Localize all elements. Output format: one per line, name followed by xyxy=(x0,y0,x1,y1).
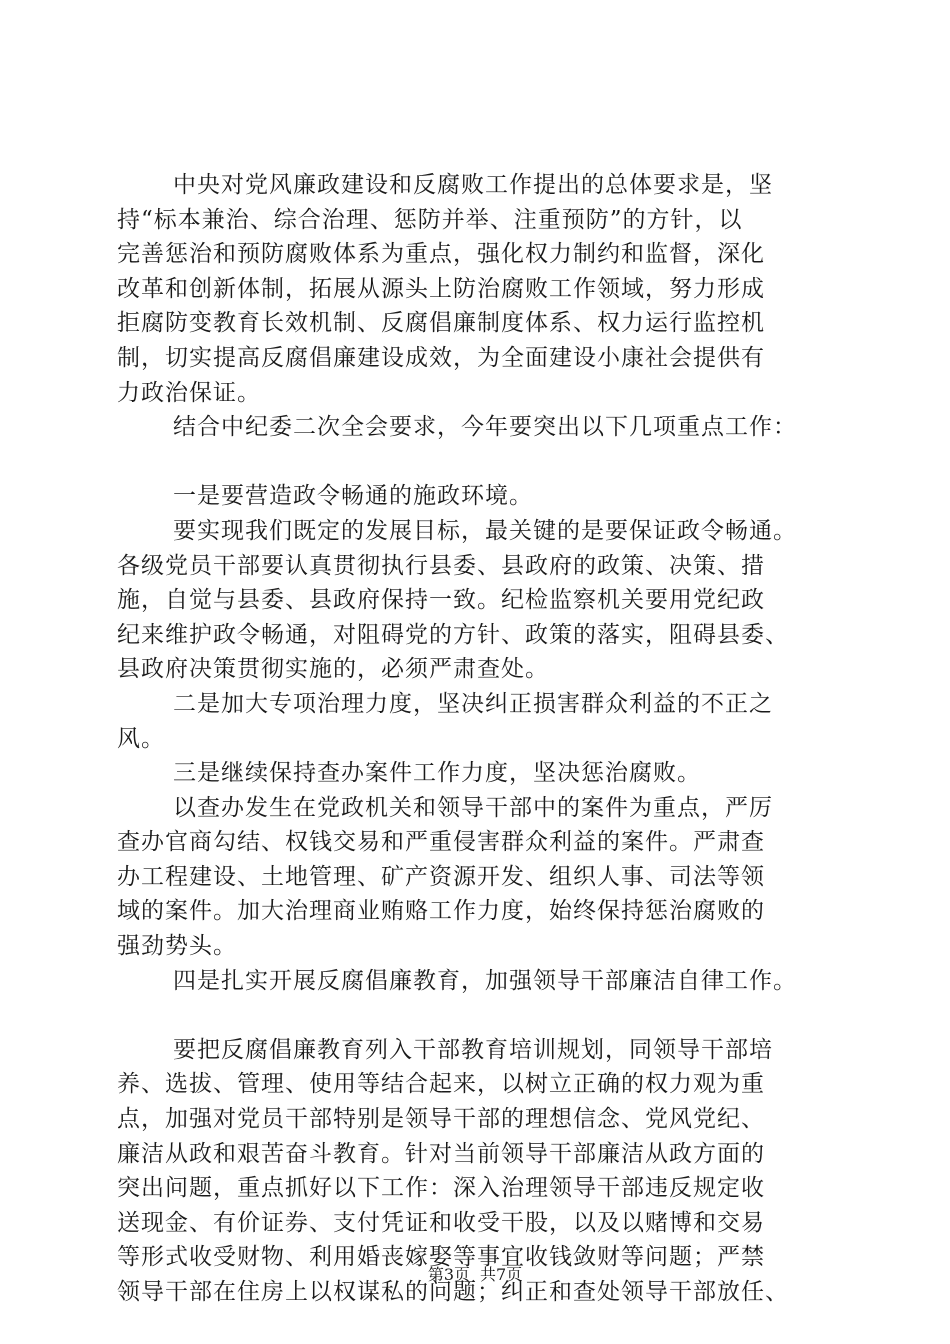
text-line: 域的案件。加大治理商业贿赂工作力度，始终保持惩治腐败的 xyxy=(117,898,765,925)
text-line: 送现金、有价证券、支付凭证和收受干股，以及以赌博和交易 xyxy=(117,1209,765,1236)
document-body xyxy=(117,168,845,1310)
text-line: 力政治保证。 xyxy=(117,379,261,406)
paragraph-first-line: 一是要营造政令畅通的施政环境。 xyxy=(173,483,533,510)
text-line: 突出问题，重点抓好以下工作：深入治理领导干部违反规定收 xyxy=(117,1175,765,1202)
paragraph-first-line: 要把反腐倡廉教育列入干部教育培训规划，同领导干部培 xyxy=(173,1036,773,1063)
text-line: 持“标本兼治、综合治理、惩防并举、注重预防”的方针，以 xyxy=(117,206,743,233)
text-line: 县政府决策贯彻实施的，必须严肃查处。 xyxy=(117,656,549,683)
paragraph-first-line: 四是扎实开展反腐倡廉教育，加强领导干部廉洁自律工作。 xyxy=(173,967,797,994)
blank-line xyxy=(117,998,845,1033)
text-line: 施，自觉与县委、县政府保持一致。纪检监察机关要用党纪政 xyxy=(117,587,765,614)
page-total: 共7页 xyxy=(480,1265,523,1284)
paragraph-first-line: 要实现我们既定的发展目标，最关键的是要保证政令畅通。 xyxy=(173,517,797,544)
text-line: 风。 xyxy=(117,725,165,752)
text-line: 制，切实提高反腐倡廉建设成效，为全面建设小康社会提供有 xyxy=(117,344,765,371)
text-line: 强劲势头。 xyxy=(117,933,237,960)
text-line: 纪来维护政令畅通，对阻碍党的方针、政策的落实，阻碍县委、 xyxy=(117,621,789,648)
paragraph-first-line: 三是继续保持查办案件工作力度，坚决惩治腐败。 xyxy=(173,760,701,787)
paragraph-first-line: 中央对党风廉政建设和反腐败工作提出的总体要求是，坚 xyxy=(173,172,773,198)
text-line: 查办官商勾结、权钱交易和严重侵害群众利益的案件。严肃查 xyxy=(117,829,765,856)
text-line: 领导干部在住房上以权谋私的问题；纠正和查处领导干部放任、 xyxy=(117,1279,789,1305)
blank-line xyxy=(117,445,845,480)
text-line: 养、选拔、管理、使用等结合起来，以树立正确的权力观为重 xyxy=(117,1071,765,1098)
text-line: 各级党员干部要认真贯彻执行县委、县政府的政策、决策、措 xyxy=(117,552,765,579)
page-number: 第3页 xyxy=(427,1265,470,1284)
paragraph-first-line: 以查办发生在党政机关和领导干部中的案件为重点，严厉 xyxy=(173,794,773,821)
text-line: 点，加强对党员干部特别是领导干部的理想信念、党风党纪、 xyxy=(117,1106,765,1133)
paragraph-first-line: 结合中纪委二次全会要求，今年要突出以下几项重点工作： xyxy=(173,414,797,441)
text-line: 完善惩治和预防腐败体系为重点，强化权力制约和监督，深化 xyxy=(117,241,765,268)
text-line: 廉洁从政和艰苦奋斗教育。针对当前领导干部廉洁从政方面的 xyxy=(117,1140,765,1167)
text-line: 改革和创新体制，拓展从源头上防治腐败工作领域，努力形成 xyxy=(117,275,765,302)
paragraph-first-line: 二是加大专项治理力度，坚决纠正损害群众利益的不正之 xyxy=(173,690,773,717)
text-line: 办工程建设、土地管理、矿产资源开发、组织人事、司法等领 xyxy=(117,863,765,890)
text-line: 等形式收受财物、利用婚丧嫁娶等事宜收钱敛财等问题；严禁 xyxy=(117,1244,765,1271)
page-footer xyxy=(0,1264,950,1286)
text-line: 拒腐防变教育长效机制、反腐倡廉制度体系、权力运行监控机 xyxy=(117,310,765,337)
